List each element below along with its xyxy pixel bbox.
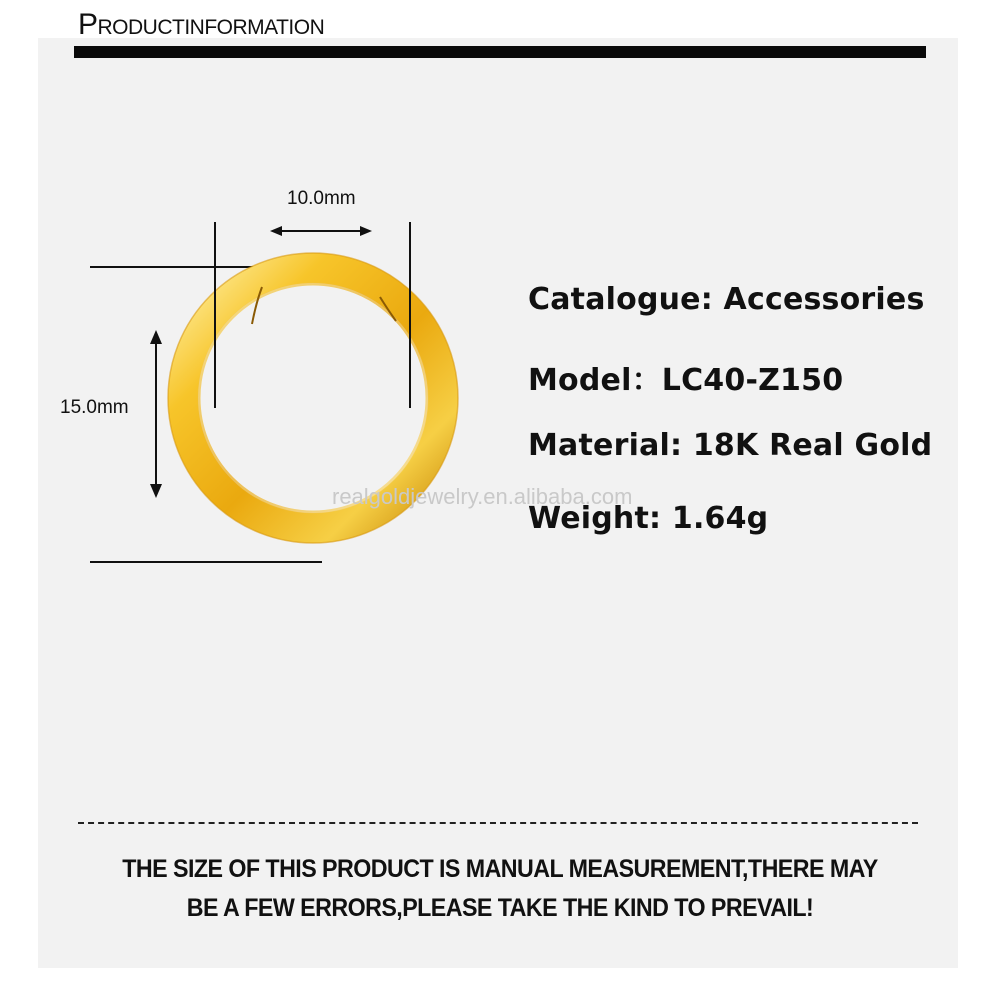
dashed-divider: [78, 822, 918, 824]
disclaimer-line-1: THE SIZE OF THIS PRODUCT IS MANUAL MEASUREMENT,THERE MAY: [122, 855, 878, 883]
width-arrow-head-left: [270, 226, 282, 236]
spec-catalogue: Catalogue: Accessories: [528, 282, 925, 317]
watermark-text: realgoldjewelry.en.alibaba.com: [332, 484, 633, 509]
height-dimension-label: 15.0mm: [60, 397, 129, 418]
width-dimension-label: 10.0mm: [287, 188, 356, 209]
title-rest: RODUCTINFORMATION: [97, 16, 325, 39]
title-first-letter: P: [78, 8, 98, 41]
spec-model: Model：LC40-Z150: [528, 363, 844, 398]
width-arrow-head-right: [360, 226, 372, 236]
height-arrow-head-top: [150, 330, 162, 344]
spec-weight: Weight: 1.64g: [528, 501, 769, 536]
spec-material: Material: 18K Real Gold: [528, 428, 933, 463]
disclaimer-line-2: BE A FEW ERRORS,PLEASE TAKE THE KIND TO PREVAIL!: [186, 894, 814, 922]
height-arrow-head-bottom: [150, 484, 162, 498]
